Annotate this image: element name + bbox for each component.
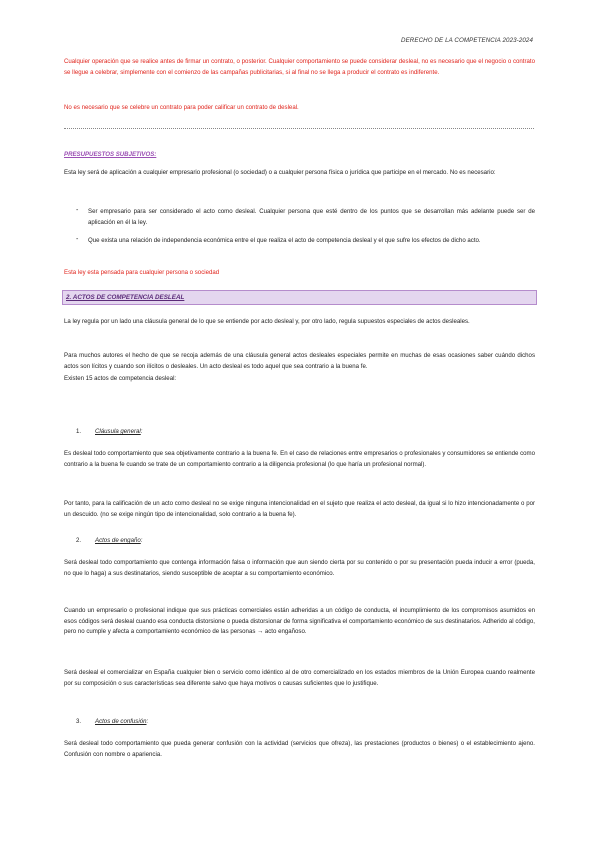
subjective-bullet: Que exista una relación de independencia económica entre el que realiza el acto de competencia desleal y el que sufre los efectos de dicho acto. — [88, 237, 481, 244]
subjective-note: Esta ley esta pensada para cualquier persona o sociedad — [64, 269, 220, 276]
item-number: 2. — [76, 537, 82, 544]
item-paragraph: Será desleal todo comportamiento que pueda generar confusión con la actividad (servicios que ofreza), las prestaciones (productos o bienes) o el establecimiento ajeno. Confusión con nombre o apariencia. — [64, 740, 535, 758]
item-label: Actos de confusión: — [95, 718, 149, 725]
subjective-bullet: Ser empresario para ser considerado el acto como desleal. Cualquier persona que esté dentro de los puntos que se desarrollan más adelante puede ser de aplicación en él la ley. — [88, 208, 535, 226]
section-paragraph: Existen 15 actos de competencia desleal: — [64, 375, 177, 382]
item-paragraph: Será desleal todo comportamiento que contenga información falsa o información que aun siendo cierta por su contenido o por su presentación pueda inducir a error (pueda, no que lo haga) a sus destinatarios, siendo susceptible de aceptar a su comportamiento económico. — [64, 559, 535, 577]
bullet-marker: - — [76, 236, 79, 243]
item-number: 3. — [76, 718, 82, 725]
item-label: Actos de engaño: — [95, 537, 143, 544]
subjective-paragraph: Esta ley será de aplicación a cualquier empresario profesional (o sociedad) o a cualquier persona física o jurídica que participe en el mercado. No es necesario: — [64, 169, 496, 176]
item-paragraph: Será desleal el comercializar en España cualquier bien o servicio como idéntico al de otro comercializado en los estados miembros de la Unión Europea cuando realmente por su composición o sus características sea diferente salvo que haya motivos o causas suficientes que lo justifique. — [64, 669, 535, 687]
section-paragraph: Para muchos autores el hecho de que se recoja además de una cláusula general actos desleales especiales permite en muchas de esas ocasiones saber cuándo dichos actos son lícitos y cuando son ilícitos o desleales. Un acto desleal es todo aquel que sea contrario a la buena fe. — [64, 352, 535, 370]
intro-note: No es necesario que se celebre un contrato para poder calificar un contrato de desleal. — [64, 104, 299, 111]
page-header: DERECHO DE LA COMPETENCIA 2023-2024 — [401, 37, 533, 44]
section-title: 2. ACTOS DE COMPETENCIA DESLEAL — [66, 294, 185, 301]
intro-paragraph: Cualquier operación que se realice antes de firmar un contrato, o posterior. Cualquier comportamiento se puede considerar desleal, no es necesario que el negocio o contrato se llegue a celebrar, simplemente con el comienzo de las campañas publicitarias, si al final no se llega a producir el contrato es indiferente. — [64, 58, 535, 76]
item-number: 1. — [76, 428, 82, 435]
item-paragraph: Es desleal todo comportamiento que sea objetivamente contrario a la buena fe. En el caso de relaciones entre empresarios o profesionales y consumidores se entiende como contrario a la buena fe cuando se trate de un comportamiento contrario a la diligencia profesional (lo que haría un profesional normal). — [64, 450, 535, 468]
bullet-marker: - — [76, 207, 79, 214]
item-paragraph: Cuando un empresario o profesional indique que sus prácticas comerciales están adheridas a un código de conducta, el incumplimiento de los compromisos asumidos en esos códigos será desleal cuando esa conducta distorsione o pueda distorsionar de forma significativa el comportamiento económico de sus destinatarios. Adherido al código, pero no cumple y afecta a comportamiento económico de las personas → acto engañoso. — [64, 607, 535, 636]
section-heading-box — [62, 290, 537, 305]
item-paragraph: Por tanto, para la calificación de un acto como desleal no se exige ninguna intencionalidad en el sujeto que realiza el acto desleal, da igual si lo hizo intencionadamente o por un descuido. (no se exige ningún tipo de intencionalidad, solo contrario a la buena fe). — [64, 500, 535, 518]
subjective-heading: PRESUPUESTOS SUBJETIVOS: — [64, 151, 157, 158]
section-paragraph: La ley regula por un lado una cláusula general de lo que se entiende por acto desleal y, por otro lado, regula supuestos especiales de actos desleales. — [64, 318, 470, 325]
dotted-separator — [64, 128, 534, 129]
item-label: Cláusula general: — [95, 428, 143, 435]
